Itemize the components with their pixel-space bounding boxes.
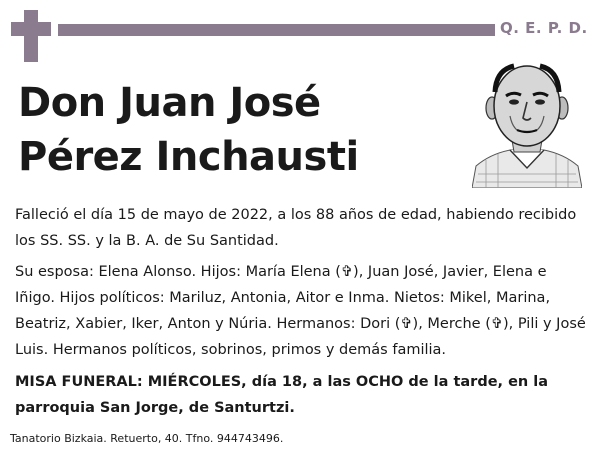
death-notice-paragraph: Falleció el día 15 de mayo de 2022, a los 88 años de edad, habiendo recibido los SS. SS. y la B. A. de Su Santidad.	[15, 207, 577, 249]
portrait-photo-icon	[472, 56, 582, 188]
cross-vertical-bar	[24, 10, 38, 62]
funeral-home-info: Tanatorio Bizkaia. Retuerto, 40. Tfno. 944743496.	[10, 432, 284, 445]
funeral-mass-paragraph: MISA FUNERAL: MIÉRCOLES, día 18, a las OCHO de la tarde, en la parroquia San Jorge, de Santurtzi.	[15, 374, 549, 416]
header-divider-bar	[58, 24, 495, 36]
qepd-badge: Q. E. P. D.	[500, 19, 588, 37]
name-line-2: Pérez Inchausti	[18, 134, 359, 180]
deceased-name	[18, 76, 458, 184]
name-line-1: Don Juan José	[18, 80, 321, 126]
portrait-photo	[472, 56, 582, 188]
family-paragraph: Su esposa: Elena Alonso. Hijos: María Elena (✞), Juan José, Javier, Elena e Iñigo. Hijos políticos: Mariluz, Antonia, Aitor e Inma. Nietos: Mikel, Marina, Beatriz, Xabier, Iker, Anton y Núria. Hermanos: Dori (✞), Merche (✞), Pili y José Luis. Hermanos políticos, sobrinos, primos y demás familia.	[15, 264, 586, 358]
cross-horizontal-bar	[11, 22, 51, 36]
